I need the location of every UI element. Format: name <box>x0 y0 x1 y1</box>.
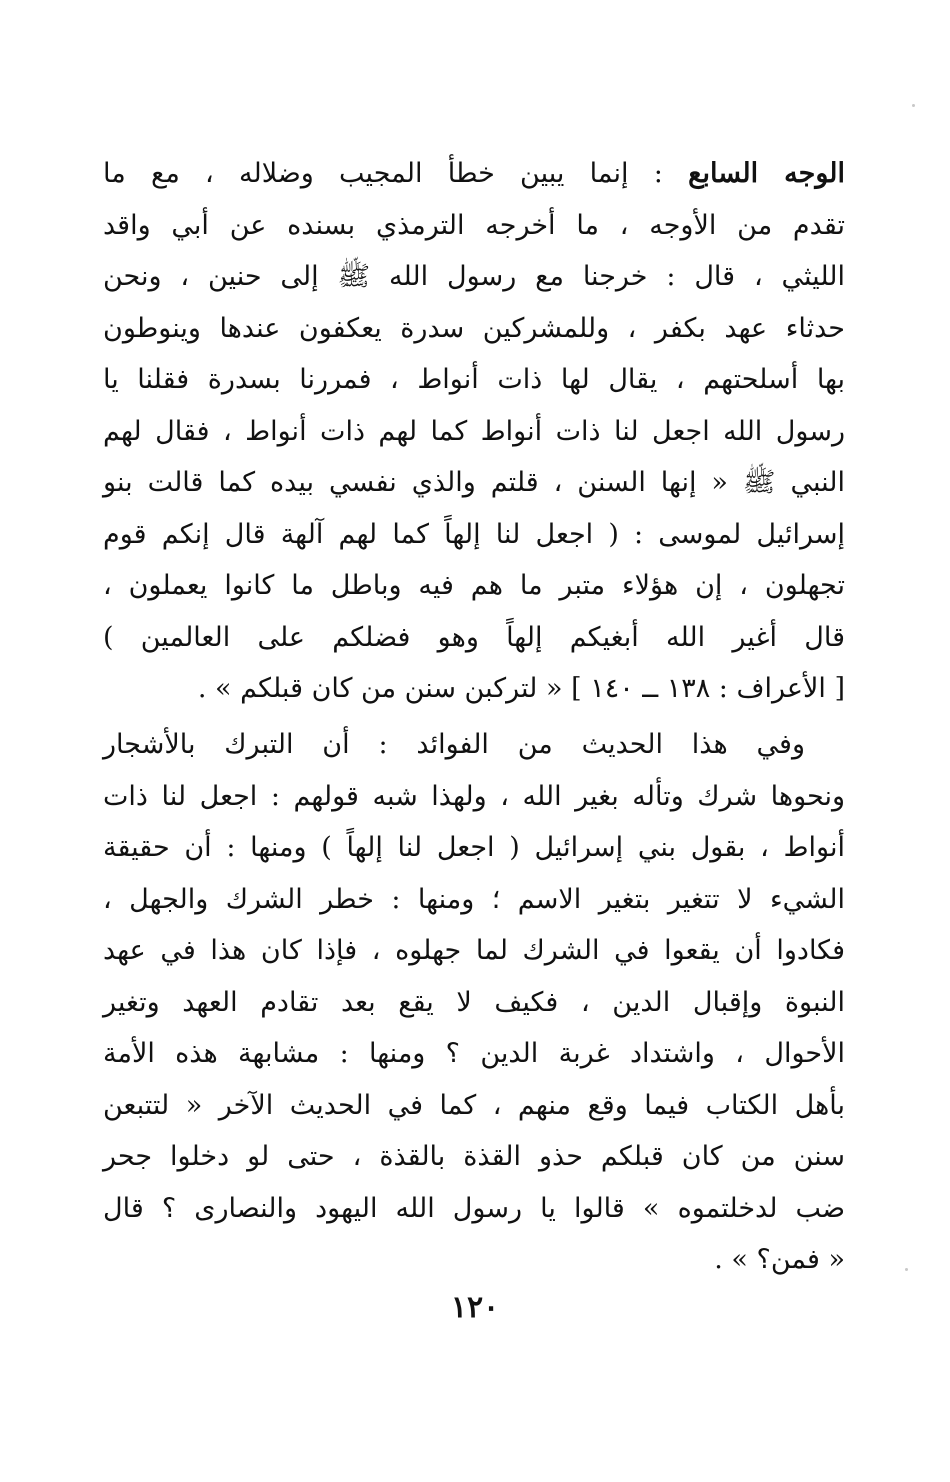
text-line: تجهلون ، إن هؤلاء متبر ما هم فيه وباطل ما كانوا يعملون ، <box>103 570 845 601</box>
paragraph-hadith-benefits <box>103 719 845 1286</box>
text-line <box>103 148 845 200</box>
text-line: تقدم من الأوجه ، ما أخرجه الترمذي بسنده عن أبي واقد <box>103 209 845 241</box>
text-line: « فمن؟ » . <box>714 1244 845 1275</box>
text-line-rest: : إنما يبين خطأ المجيب وضلاله ، مع ما <box>103 158 689 189</box>
text-line: قال أغير الله أبغيكم إلهاً وهو فضلكم على العالمين ) <box>103 621 845 653</box>
text-line: الأحوال ، واشتداد غربة الدين ؟ ومنها : مشابهة هذه الأمة <box>103 1038 845 1069</box>
text-line: حدثاء عهد بكفر ، وللمشركين سدرة يعكفون عندها وينوطون <box>103 312 845 344</box>
scan-speck <box>912 104 915 107</box>
text-line: النبي ﷺ « إنها السنن ، قلتم والذي نفسي بيده كما قالت بنو <box>103 467 845 498</box>
text-line: ضب لدخلتموه » قالوا يا رسول الله اليهود والنصارى ؟ قال <box>103 1192 845 1224</box>
scan-speck <box>905 1268 908 1271</box>
text-line: [ الأعراف : ١٣٨ ــ ١٤٠ ] « لتركبن سنن من كان قبلكم » . <box>197 673 845 704</box>
text-line: رسول الله اجعل لنا ذات أنواط كما لهم ذات أنواط ، فقال لهم <box>103 415 845 447</box>
text-line: وفي هذا الحديث من الفوائد : أن التبرك بالأشجار <box>103 729 805 760</box>
text-line: سنن من كان قبلكم حذو القذة بالقذة ، حتى لو دخلوا جحر <box>103 1141 845 1172</box>
text-line: فكادوا أن يقعوا في الشرك لما جهلوه ، فإذا كان هذا في عهد <box>103 935 845 966</box>
paragraph-seventh-aspect <box>103 148 845 715</box>
text-line: بأهل الكتاب فيما وقع منهم ، كما في الحديث الآخر « لتتبعن <box>103 1089 845 1121</box>
page-number: ١٢٠ <box>450 1290 500 1325</box>
text-line: ونحوها شرك وتأله بغير الله ، ولهذا شبه قولهم : اجعل لنا ذات <box>103 780 845 812</box>
text-line: بها أسلحتهم ، يقال لها ذات أنواط ، فمررنا بسدرة فقلنا يا <box>103 364 845 395</box>
text-line: أنواط ، بقول بني إسرائيل ( اجعل لنا إلهاً ) ومنها : أن حقيقة <box>103 832 845 863</box>
section-lead: الوجه السابع <box>688 158 846 189</box>
text-line: إسرائيل لموسى : ( اجعل لنا إلهاً كما لهم آلهة قال إنكم قوم <box>103 518 845 550</box>
text-line: الشيء لا تتغير بتغير الاسم ؛ ومنها : خطر الشرك والجهل ، <box>103 883 845 915</box>
text-line: النبوة وإقبال الدين ، فكيف لا يقع بعد تقادم العهد وتغير <box>103 986 845 1018</box>
text-line: الليثي ، قال : خرجنا مع رسول الله ﷺ إلى حنين ، ونحن <box>103 261 845 292</box>
